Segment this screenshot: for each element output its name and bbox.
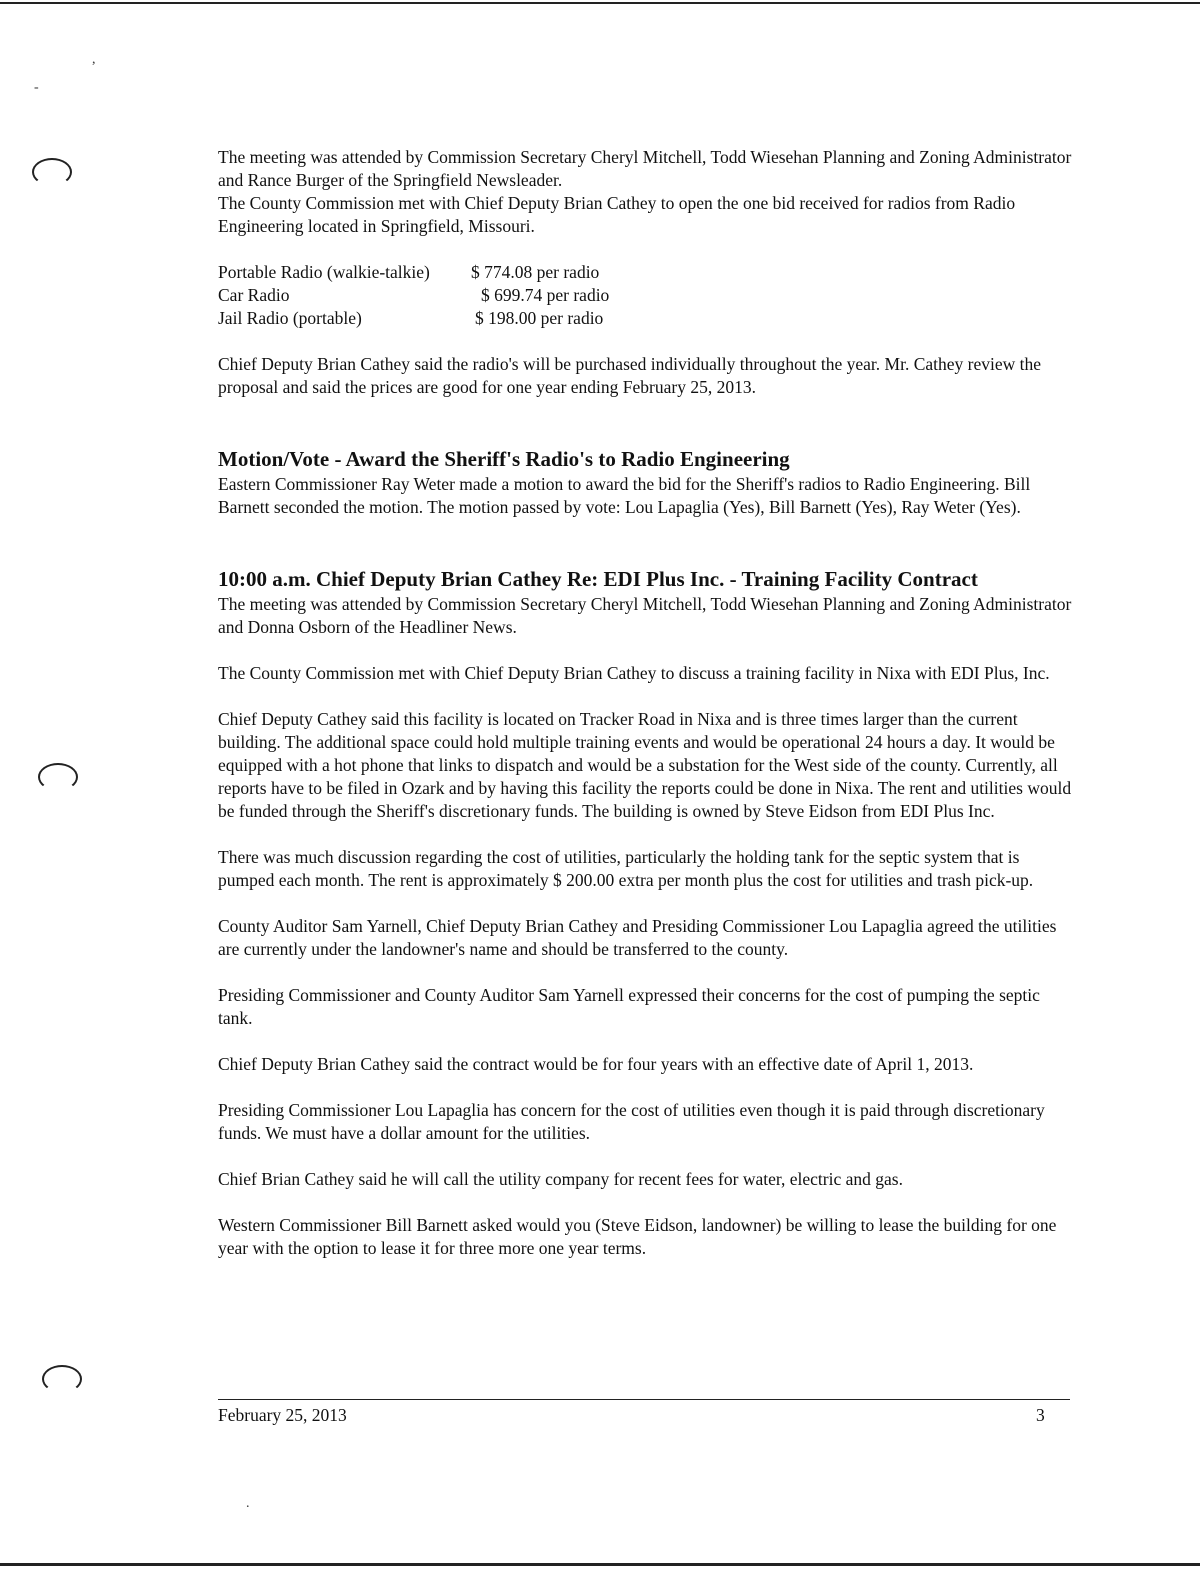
punch-hole-mark	[42, 1365, 82, 1393]
bid-note: Chief Deputy Brian Cathey said the radio's will be purchased individually throughout the year. Mr. Cathey review the proposal and said the prices are good for one year ending February 25, 2013.	[218, 354, 1042, 397]
training-heading: 10:00 a.m. Chief Deputy Brian Cathey Re: EDI Plus Inc. - Training Facility Contract	[218, 567, 978, 591]
training-paragraph: Chief Brian Cathey said he will call the utility company for recent fees for water, electric and gas.	[218, 1169, 903, 1189]
bid-item: Car Radio	[218, 285, 290, 305]
training-paragraph: County Auditor Sam Yarnell, Chief Deputy Brian Cathey and Presiding Commissioner Lou Lapaglia agreed the utilities are currently under the landowner's name and should be transferred to the county.	[218, 916, 1057, 959]
document-body	[218, 146, 1073, 1260]
footer-rule	[218, 1399, 1070, 1400]
bid-price: $ 774.08 per radio	[471, 262, 600, 282]
bid-item: Portable Radio (walkie-talkie)	[218, 262, 430, 282]
punch-hole-mark	[32, 158, 72, 186]
bid-price: $ 198.00 per radio	[475, 308, 604, 328]
intro-attendance: The meeting was attended by Commission Secretary Cheryl Mitchell, Todd Wiesehan Planning and Zoning Administrator and Rance Burger of the Springfield Newsleader.	[218, 147, 1072, 190]
top-edge-rule	[0, 2, 1200, 4]
training-paragraph: The meeting was attended by Commission Secretary Cheryl Mitchell, Todd Wiesehan Planning and Zoning Administrator and Donna Osborn of the Headliner News.	[218, 594, 1072, 637]
footer-date: February 25, 2013	[218, 1405, 347, 1425]
training-paragraph: The County Commission met with Chief Deputy Brian Cathey to discuss a training facility in Nixa with EDI Plus, Inc.	[218, 663, 1050, 683]
scan-speck: .	[246, 1496, 250, 1511]
bid-item: Jail Radio (portable)	[218, 308, 362, 328]
bid-row	[218, 261, 609, 284]
training-paragraph: Chief Deputy Brian Cathey said the contract would be for four years with an effective date of April 1, 2013.	[218, 1054, 974, 1074]
bottom-edge-rule	[0, 1563, 1200, 1566]
bid-table	[218, 261, 609, 330]
scan-speck: -	[34, 80, 39, 95]
bid-row	[218, 307, 609, 330]
motion-heading: Motion/Vote - Award the Sheriff's Radio's to Radio Engineering	[218, 447, 790, 471]
page-number: 3	[1036, 1405, 1045, 1425]
training-paragraph: Western Commissioner Bill Barnett asked would you (Steve Eidson, landowner) be willing to lease the building for one year with the option to lease it for three more one year terms.	[218, 1215, 1057, 1258]
training-paragraph: There was much discussion regarding the cost of utilities, particularly the holding tank for the septic system that is pumped each month. The rent is approximately $ 200.00 extra per month plus the cost for utilities and trash pick-up.	[218, 847, 1034, 890]
scan-speck: ,	[92, 52, 96, 67]
training-paragraph: Presiding Commissioner Lou Lapaglia has concern for the cost of utilities even though it is paid through discretionary funds. We must have a dollar amount for the utilities.	[218, 1100, 1045, 1143]
training-paragraph: Presiding Commissioner and County Auditor Sam Yarnell expressed their concerns for the cost of pumping the septic tank.	[218, 985, 1040, 1028]
intro-bid-opening: The County Commission met with Chief Deputy Brian Cathey to open the one bid received for radios from Radio Engineering located in Springfield, Missouri.	[218, 193, 1016, 236]
training-paragraph: Chief Deputy Cathey said this facility is located on Tracker Road in Nixa and is three times larger than the current building. The additional space could hold multiple training events and would be operational 24 hours a day. It would be equipped with a hot phone that links to dispatch and would be a substation for the West side of the county. Currently, all reports have to be filed in Ozark and by having this facility the reports could be done in Nixa. The rent and utilities would be funded through the Sheriff's discretionary funds. The building is owned by Steve Eidson from EDI Plus Inc.	[218, 709, 1072, 821]
punch-hole-mark	[38, 763, 78, 791]
bid-price: $ 699.74 per radio	[481, 285, 610, 305]
bid-row	[218, 284, 609, 307]
motion-text: Eastern Commissioner Ray Weter made a motion to award the bid for the Sheriff's radios to Radio Engineering. Bill Barnett seconded the motion. The motion passed by vote: Lou Lapaglia (Yes), Bill Barnett (Yes), Ray Weter (Yes).	[218, 474, 1031, 517]
